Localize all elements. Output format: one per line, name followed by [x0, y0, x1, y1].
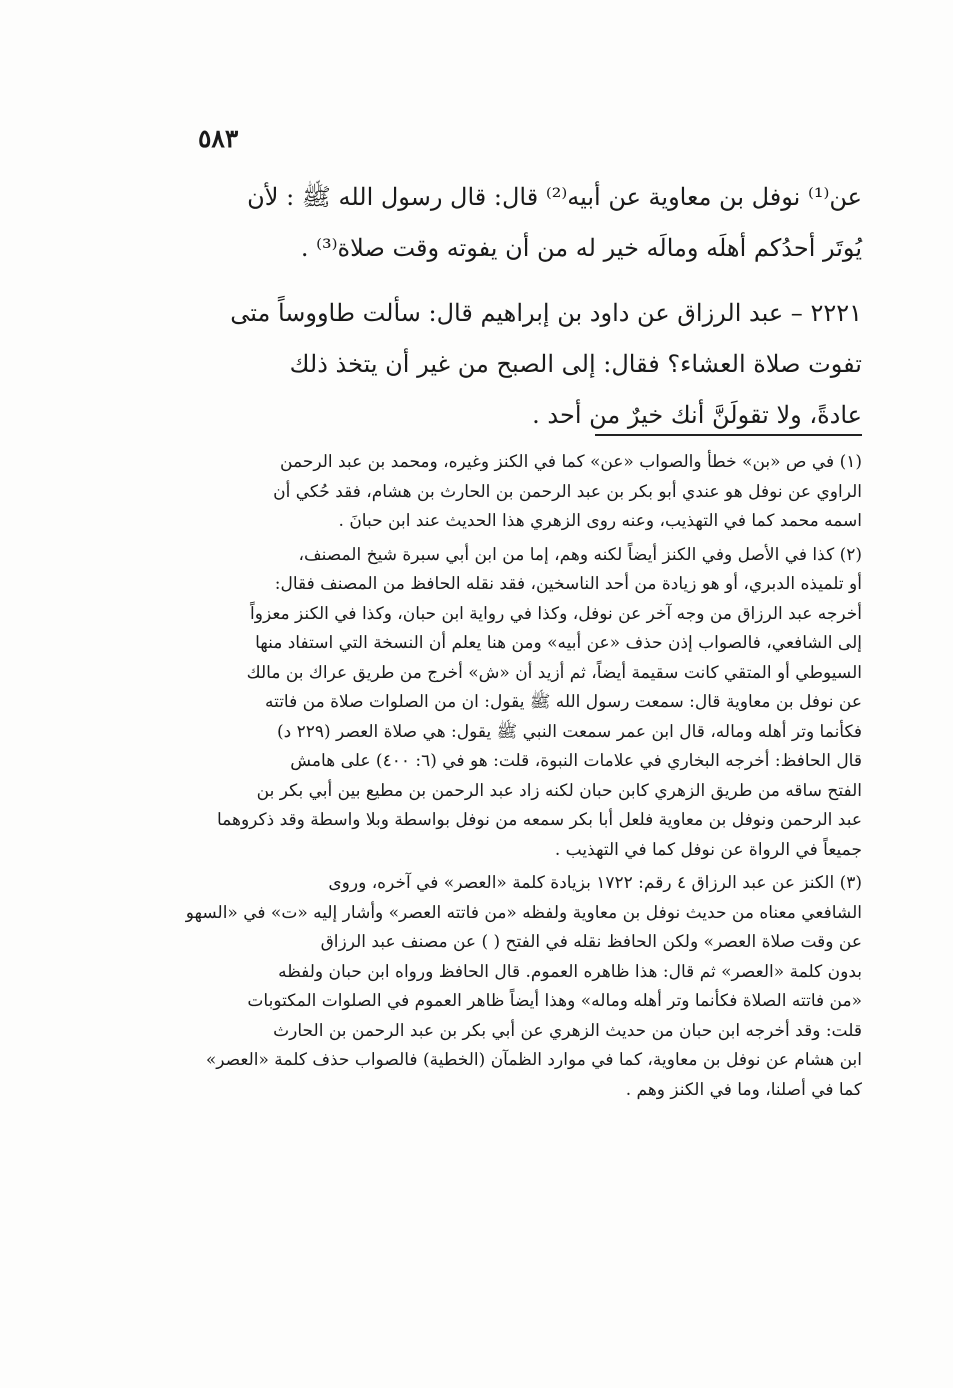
hadith-paragraph-2221: ٢٢٢١ – عبد الرزاق عن داود بن إبراهيم قال: سألت طاووساً متى تفوت صلاة العشاء؟ فقال: إلى الصبح من غير أن يتخذ ذلك عادةً، ولا تقولَنَّ أنك خيرٌ من أحد . — [230, 299, 862, 429]
page-number: ٥٨٣ — [198, 124, 239, 153]
footnote-1: (١) في ص «بن» خطأ والصواب «عن» كما في الكنز وغيره، ومحمد بن عبد الرحمن الراوي عن نوفل هو عندي أبو بكر بن عبد الرحمن بن الحارث بن هشام، فقد حُكي أن اسمه محمد كما في التهذيب، وعنه روى الزهري هذا الحديث عند ابن حبانَ . — [273, 452, 862, 531]
footnote-3: (٣) الكنز عن عبد الرزاق ٤ رقم: ١٧٢٢ بزيادة كلمة «العصر» في آخره، وروى الشافعي معناه من حديث نوفل بن معاوية ولفظه «من فاتته العصر» وأشار إليه «ت» في «السهو عن وقت صلاة العصر» ولكن الحافظ نقله في الفتح ( ) عن مصنف عبد الرزاق بدون كلمة «العصر» ثم قال: هذا ظاهره العموم. قال الحافظ ورواه ابن حبان ولفظه «من فاتته الصلاة فكأنما وتر أهله وماله» وهذا أيضاً ظاهر العموم في الصلوات المكتوبات قلت: وقد أخرجه ابن حبان من حديث الزهري عن أبي بكر بن عبد الرحمن بن الحارث ابن هشام عن نوفل بن معاوية، كما في موارد الظمآن (الخطية) فالصواب حذف كلمة «العصر» كما في أصلنا، وما في الكنز وهم . — [185, 873, 862, 1100]
footnote-separator — [595, 434, 862, 436]
main-text-body — [194, 172, 862, 441]
footnotes-section — [174, 448, 862, 1109]
hadith-paragraph-top: عن⁽¹⁾ نوفل بن معاوية عن أبيه⁽²⁾ قال: قال رسول الله ﷺ : لأن يُوتَر أحدُكم أهلَه ومالَه خير له من أن يفوته وقت صلاة⁽³⁾ . — [247, 183, 862, 262]
footnote-2: (٢) كذا في الأصل وفي الكنز أيضاً لكنه وهم، إما من ابن أبي سبرة شيخ المصنف، أو تلميذه الدبري، أو هو زيادة من أحد الناسخين، فقد نقله الحافظ من المصنف فقال: أخرجه عبد الرزاق من وجه آخر عن نوفل، وكذا في رواية ابن حبان، وكذا في الكنز معزواً إلى الشافعي، فالصواب إذن حذف «عن أبيه» ومن هنا يعلم أن النسخة التي استفاد منها السيوطي أو المتقي كانت سقيمة أيضاً، ثم أزيد أن «ش» أخرج من طريق عراك بن مالك عن نوفل بن معاوية قال: سمعت رسول الله ﷺ يقول: ان من الصلوات صلاة من فاتته فكأنما وتر أهله وماله، قال ابن عمر سمعت النبي ﷺ يقول: هي صلاة العصر (٢٢٩ د) قال الحافظ: أخرجه البخاري في علامات النبوة، قلت: هو في (٦: ٤٠٠) على هامش الفتح ساقه من طريق الزهري كابن حبان لكنه زاد عبد الرحمن بن مطيع بين أبي بكر بن عبد الرحمن ونوفل بن معاوية فلعل أبا بكر سمعه من نوفل بواسطة وبلا واسطة وقد ذكروهما جميعاً في الرواة عن نوفل كما في التهذيب . — [216, 544, 862, 860]
